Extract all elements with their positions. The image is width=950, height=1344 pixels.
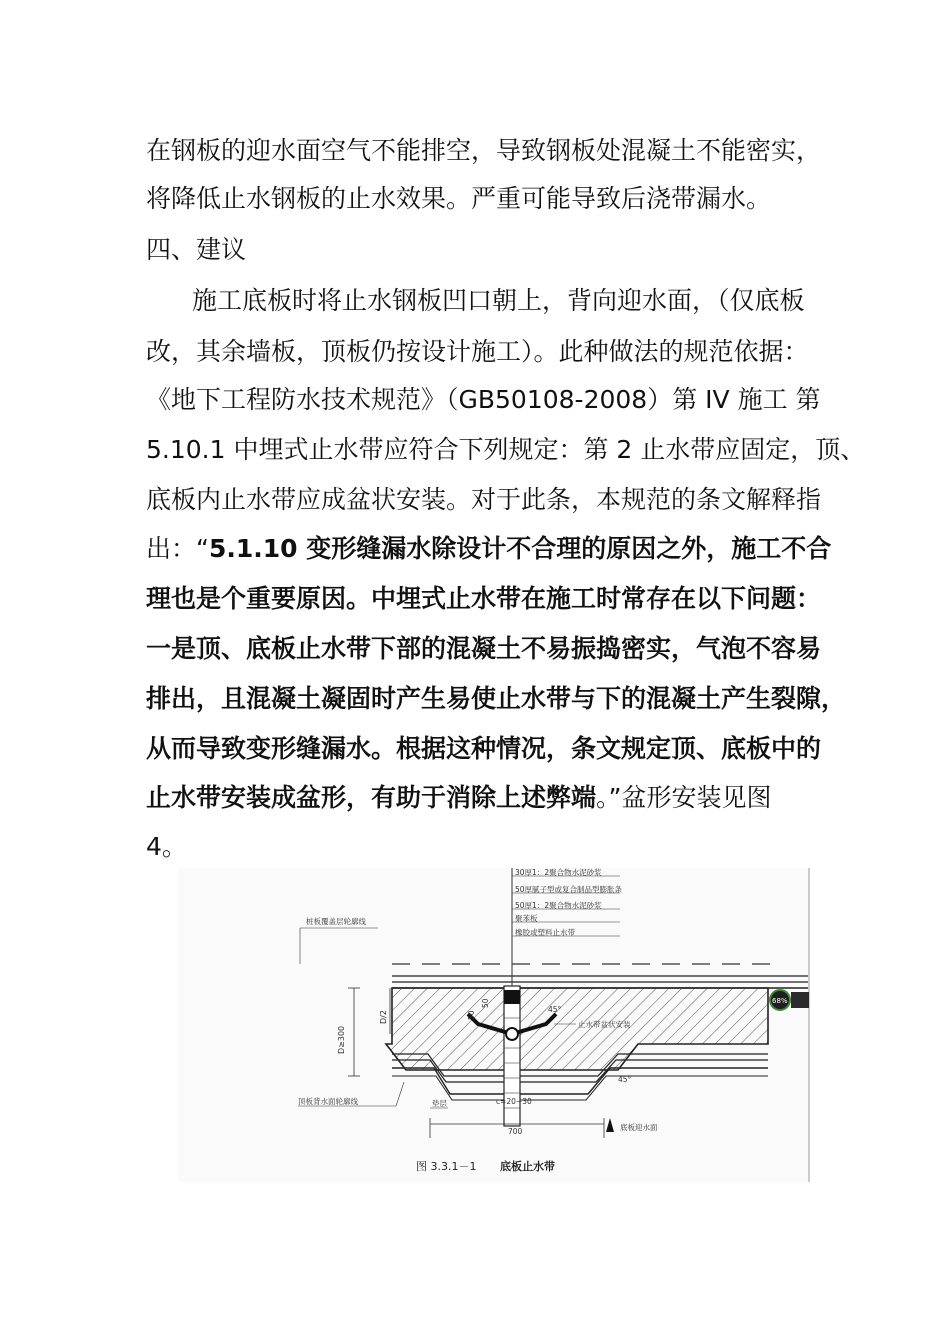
label-bottom-outline: 顶板背水面轮廓线 bbox=[298, 1097, 358, 1106]
callout-label: 50厚腻子型或复合制品型膨胀条 bbox=[515, 885, 623, 894]
label-gap: c=20~30 bbox=[496, 1097, 532, 1106]
callout-label: 橡胶或塑料止水带 bbox=[515, 928, 575, 937]
caption-title: 底板止水带 bbox=[500, 1160, 555, 1173]
quote-tail: 。”盆形安装见图 bbox=[596, 783, 772, 812]
quote-line bbox=[146, 533, 831, 565]
dim-45: 45° bbox=[548, 1005, 562, 1014]
paragraph-line: 5.10.1 中埋式止水带应符合下列规定：第 2 止水带应固定，顶、 bbox=[146, 435, 866, 464]
badge-text: 68% bbox=[772, 997, 788, 1005]
callout-label: 50厚1：2聚合物水泥砂浆 bbox=[515, 901, 602, 910]
dim-50: 50 bbox=[481, 998, 490, 1008]
dim-700: 700 bbox=[508, 1127, 523, 1136]
paragraph-line: 将降低止水钢板的止水效果。严重可能导致后浇带漏水。 bbox=[146, 184, 772, 213]
section-heading: 四、建议 bbox=[146, 235, 247, 264]
badge-panel bbox=[791, 992, 809, 1008]
waterstop-figure bbox=[178, 868, 810, 1182]
paragraph-line: 改，其余墙板，顶板仍按设计施工）。此种做法的规范依据： bbox=[146, 337, 809, 366]
quote-line: 理也是个重要原因。中埋式止水带在施工时常存在以下问题： bbox=[146, 584, 822, 613]
quote-prefix: 出：“ bbox=[146, 534, 209, 563]
paragraph-line: 《地下工程防水技术规范》（GB50108-2008）第 IV 施工 第 bbox=[146, 385, 821, 414]
callout-label: 聚苯板 bbox=[515, 914, 538, 923]
paragraph-line: 在钢板的迎水面空气不能排空，导致钢板处混凝土不能密实， bbox=[146, 136, 822, 165]
dim-45: 45° bbox=[618, 1075, 632, 1084]
label-top-outline: 桩板覆盖层轮廓线 bbox=[306, 917, 366, 926]
label-water-face: 底板迎水面 bbox=[620, 1123, 658, 1132]
quote-line: 排出，且混凝土凝固时产生易使止水带与下的混凝土产生裂隙， bbox=[146, 684, 847, 713]
dim-50: 50 bbox=[467, 1010, 476, 1020]
paragraph-line: 施工底板时将止水钢板凹口朝上，背向迎水面，（仅底板 bbox=[192, 286, 805, 315]
label-waterstop: 止水带盆状安装 bbox=[578, 1020, 631, 1029]
paragraph-line: 底板内止水带应成盆状安装。对于此条，本规范的条文解释指 bbox=[146, 485, 822, 514]
quote-line: 一是顶、底板止水带下部的混凝土不易振捣密实，气泡不容易 bbox=[146, 634, 822, 663]
quote-line bbox=[146, 782, 771, 814]
quote-line: 4。 bbox=[146, 832, 187, 861]
label-cushion: 垫层 bbox=[432, 1099, 447, 1108]
dim-d300: D≥300 bbox=[337, 1025, 346, 1054]
quote-bold: 5.1.10 变形缝漏水除设计不合理的原因之外，施工不合 bbox=[208, 534, 832, 563]
waterstop-diagram bbox=[178, 868, 810, 1182]
caption-number: 图 3.3.1－1 bbox=[416, 1160, 477, 1173]
callout-label: 30厚1：2聚合物水泥砂浆 bbox=[515, 868, 602, 877]
quote-bold: 止水带安装成盆形，有助于消除上述弊端 bbox=[146, 783, 597, 812]
dim-d2: D/2 bbox=[379, 1010, 388, 1024]
quote-line: 从而导致变形缝漏水。根据这种情况，条文规定顶、底板中的 bbox=[146, 734, 822, 763]
